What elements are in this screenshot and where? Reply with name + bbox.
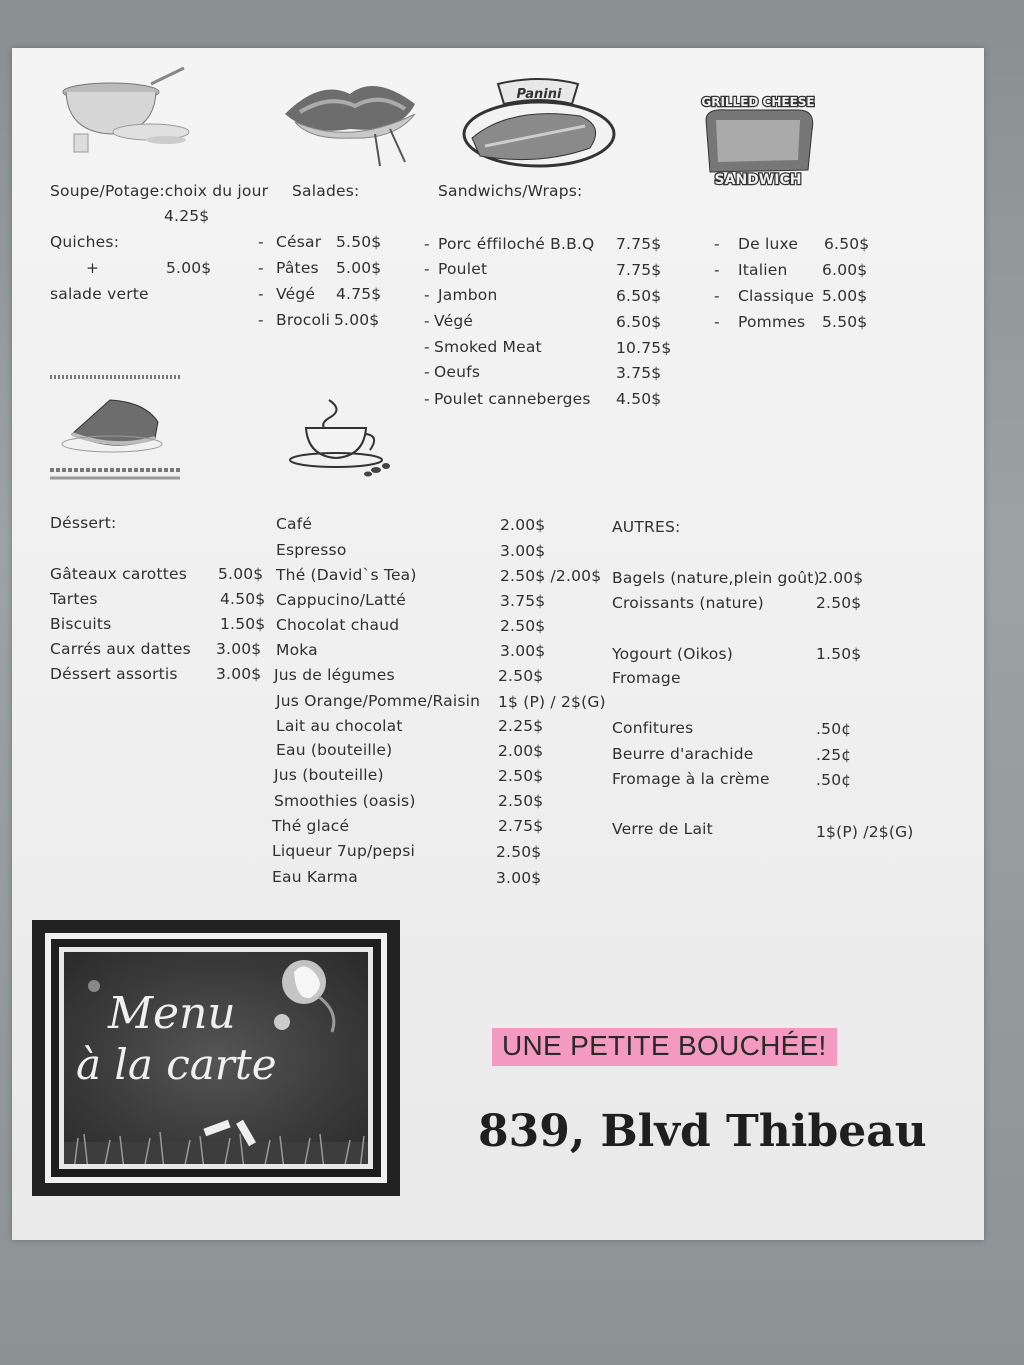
salade-price: 5.00$ bbox=[336, 259, 382, 277]
boisson-name: Jus (bouteille) bbox=[274, 766, 384, 784]
boisson-name: Jus de légumes bbox=[274, 666, 395, 684]
salade-name: César bbox=[276, 233, 322, 251]
list-bullet: - bbox=[424, 235, 430, 253]
autre-price: .50¢ bbox=[816, 771, 852, 789]
boisson-name: Jus Orange/Pomme/Raisin bbox=[276, 692, 481, 710]
list-bullet: - bbox=[714, 287, 720, 305]
boisson-price: 3.00$ bbox=[500, 542, 546, 560]
autre-price: .25¢ bbox=[816, 746, 852, 764]
autre-name: Confitures bbox=[612, 719, 694, 737]
boisson-price: 3.00$ bbox=[496, 869, 542, 887]
salade-name: Pâtes bbox=[276, 259, 319, 277]
dessert-price: 5.00$ bbox=[218, 565, 264, 583]
dessert-heading: Déssert: bbox=[50, 514, 117, 532]
grilled-cheese-illustration bbox=[688, 80, 828, 190]
boisson-price: 2.50$ bbox=[498, 667, 544, 685]
autre-name: Fromage à la crème bbox=[612, 770, 770, 788]
list-bullet: - bbox=[714, 313, 720, 331]
sandwich-name: Smoked Meat bbox=[434, 338, 542, 356]
salade-name: Végé bbox=[276, 285, 316, 303]
autre-price: .50¢ bbox=[816, 720, 852, 738]
grilled-cheese-top-label: GRILLED CHEESE bbox=[701, 95, 815, 109]
quiches-price: 5.00$ bbox=[166, 259, 212, 277]
sandwich-name: Jambon bbox=[438, 286, 498, 304]
boisson-name: Chocolat chaud bbox=[276, 616, 400, 634]
sign-title-line1: Menu bbox=[108, 988, 236, 1039]
grilled-name: De luxe bbox=[738, 235, 799, 253]
boisson-price: 2.50$ /2.00$ bbox=[500, 567, 602, 585]
sandwich-price: 6.50$ bbox=[616, 313, 662, 331]
grilled-name: Classique bbox=[738, 287, 815, 305]
list-bullet: - bbox=[258, 259, 264, 277]
salades-heading: Salades: bbox=[292, 182, 360, 200]
sandwich-name: Oeufs bbox=[434, 363, 481, 381]
salade-name: Brocoli bbox=[276, 311, 331, 329]
grilled-price: 6.00$ bbox=[822, 261, 868, 279]
menu-sign-frame bbox=[32, 920, 400, 1196]
boisson-price: 3.75$ bbox=[500, 592, 546, 610]
quiches-label: Quiches: bbox=[50, 233, 120, 251]
autre-name: Beurre d'arachide bbox=[612, 745, 754, 763]
sandwich-name: Porc éffiloché B.B.Q bbox=[438, 235, 595, 253]
autre-name: Verre de Lait bbox=[612, 820, 713, 838]
autre-name: Croissants (nature) bbox=[612, 594, 764, 612]
salade-price: 5.00$ bbox=[334, 311, 380, 329]
sandwich-name: Poulet bbox=[438, 260, 488, 278]
sandwich-name: Poulet canneberges bbox=[434, 390, 591, 408]
boisson-name: Lait au chocolat bbox=[276, 717, 403, 735]
dessert-price: 1.50$ bbox=[220, 615, 266, 633]
sandwich-name: Végé bbox=[434, 312, 474, 330]
soupe-label: Soupe/Potage:choix du jour bbox=[50, 182, 269, 200]
slogan-highlight: UNE PETITE BOUCHÉE! bbox=[492, 1028, 837, 1066]
autres-heading: AUTRES: bbox=[612, 518, 681, 536]
list-bullet: - bbox=[258, 233, 264, 251]
grilled-name: Pommes bbox=[738, 313, 806, 331]
list-bullet: - bbox=[424, 390, 430, 408]
autre-name: Bagels (nature,plein goût) bbox=[612, 569, 820, 587]
panini-illustration bbox=[460, 76, 618, 172]
soup-pot-illustration bbox=[56, 62, 196, 162]
list-bullet: - bbox=[424, 312, 430, 330]
list-bullet: - bbox=[424, 363, 430, 381]
sandwich-price: 10.75$ bbox=[616, 339, 672, 357]
boisson-name: Eau (bouteille) bbox=[276, 741, 393, 759]
list-bullet: - bbox=[424, 338, 430, 356]
boisson-name: Café bbox=[276, 515, 313, 533]
dessert-name: Déssert assortis bbox=[50, 665, 178, 683]
grilled-price: 6.50$ bbox=[824, 235, 870, 253]
dessert-name: Tartes bbox=[50, 590, 98, 608]
list-bullet: - bbox=[424, 260, 430, 278]
boisson-price: 3.00$ bbox=[500, 642, 546, 660]
salade-price: 5.50$ bbox=[336, 233, 382, 251]
sandwich-price: 7.75$ bbox=[616, 235, 662, 253]
panini-label: Panini bbox=[516, 87, 562, 102]
grilled-name: Italien bbox=[738, 261, 788, 279]
salade-price: 4.75$ bbox=[336, 285, 382, 303]
boisson-price: 2.75$ bbox=[498, 817, 544, 835]
coffee-cup-illustration bbox=[284, 396, 396, 478]
boisson-price: 2.50$ bbox=[496, 843, 542, 861]
list-bullet: - bbox=[258, 311, 264, 329]
boisson-price: 2.00$ bbox=[498, 742, 544, 760]
boisson-price: 1$ (P) / 2$(G) bbox=[498, 693, 606, 711]
sign-title-line2: à la carte bbox=[76, 1040, 277, 1089]
dessert-name: Gâteaux carottes bbox=[50, 565, 188, 583]
chalkboard bbox=[64, 952, 368, 1164]
boisson-name: Cappucino/Latté bbox=[276, 591, 407, 609]
list-bullet: - bbox=[424, 286, 430, 304]
boisson-name: Liqueur 7up/pepsi bbox=[272, 842, 416, 860]
boisson-price: 2.50$ bbox=[498, 792, 544, 810]
autre-price: 1.50$ bbox=[816, 645, 862, 663]
dessert-price: 3.00$ bbox=[216, 640, 262, 658]
sandwich-price: 4.50$ bbox=[616, 390, 662, 408]
autre-price: 1$(P) /2$(G) bbox=[816, 823, 914, 841]
sandwich-price: 7.75$ bbox=[616, 261, 662, 279]
boisson-name: Moka bbox=[276, 641, 318, 659]
autre-price: 2.00$ bbox=[818, 569, 864, 587]
address: 839, Blvd Thibeau bbox=[478, 1106, 927, 1157]
dessert-name: Biscuits bbox=[50, 615, 112, 633]
boisson-price: 2.50$ bbox=[500, 617, 546, 635]
autre-name: Fromage bbox=[612, 669, 681, 687]
boisson-name: Smoothies (oasis) bbox=[274, 792, 416, 810]
autre-price: 2.50$ bbox=[816, 594, 862, 612]
boisson-name: Thé (David`s Tea) bbox=[276, 566, 417, 584]
list-bullet: - bbox=[714, 261, 720, 279]
boisson-name: Espresso bbox=[276, 541, 347, 559]
boisson-name: Thé glacé bbox=[272, 817, 350, 835]
grilled-price: 5.00$ bbox=[822, 287, 868, 305]
sandwich-price: 3.75$ bbox=[616, 364, 662, 382]
quiches-side: salade verte bbox=[50, 285, 149, 303]
grilled-price: 5.50$ bbox=[822, 313, 868, 331]
boisson-price: 2.50$ bbox=[498, 767, 544, 785]
boisson-price: 2.00$ bbox=[500, 516, 546, 534]
pie-slice-illustration bbox=[50, 372, 185, 487]
dessert-name: Carrés aux dattes bbox=[50, 640, 191, 658]
salad-illustration bbox=[280, 74, 425, 169]
sandwichs-heading: Sandwichs/Wraps: bbox=[438, 182, 583, 200]
list-bullet: - bbox=[714, 235, 720, 253]
list-bullet: - bbox=[258, 285, 264, 303]
quiches-plus: + bbox=[86, 259, 100, 277]
dessert-price: 3.00$ bbox=[216, 665, 262, 683]
sandwich-price: 6.50$ bbox=[616, 287, 662, 305]
dessert-price: 4.50$ bbox=[220, 590, 266, 608]
boisson-name: Eau Karma bbox=[272, 868, 358, 886]
grilled-cheese-bottom-label: SANDWICH bbox=[714, 172, 802, 188]
autre-name: Yogourt (Oikos) bbox=[612, 645, 733, 663]
boisson-price: 2.25$ bbox=[498, 717, 544, 735]
soupe-price: 4.25$ bbox=[164, 207, 210, 225]
